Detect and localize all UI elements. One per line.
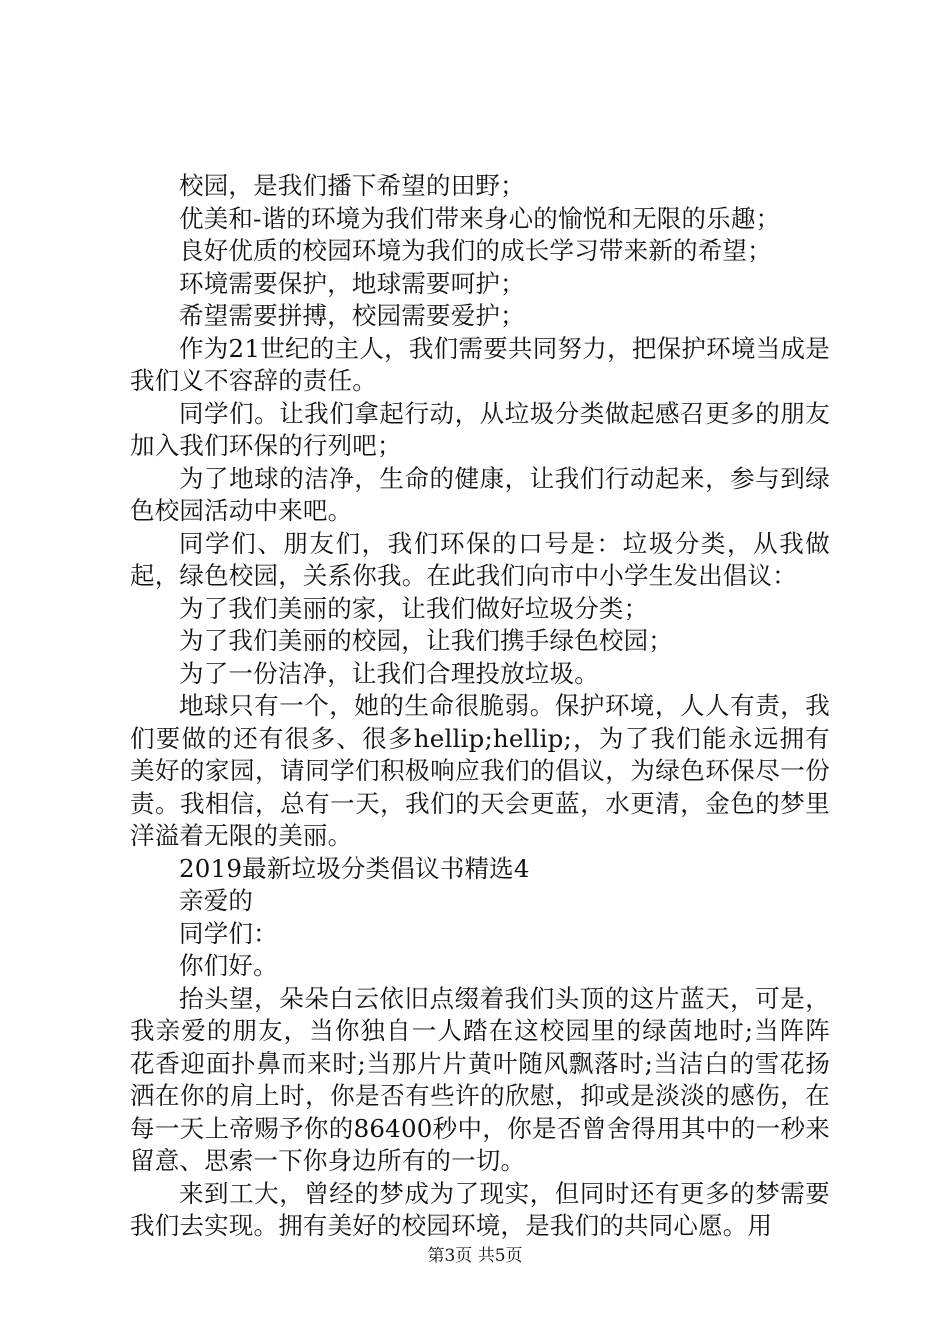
paragraph: 作为21世纪的主人，我们需要共同努力，把保护环境当成是我们义不容辞的责任。 [130,333,830,395]
salutation: 亲爱的 [179,886,254,915]
document-body [130,170,830,1243]
section-heading: 2019最新垃圾分类倡议书精选4 [179,853,530,883]
paragraph: 校园，是我们播下希望的田野； [179,171,525,200]
paragraph: 优美和-谐的环境为我们带来身心的愉悦和无限的乐趣； [179,203,781,233]
paragraph: 同学们。让我们拿起行动，从垃圾分类做起感召更多的朋友加入我们环保的行列吧； [130,398,830,460]
paragraph: 为了一份洁净，让我们合理投放垃圾。 [179,658,599,688]
page-number: 第3页 共5页 [427,1246,523,1266]
greeting: 你们好。 [179,951,278,980]
paragraph: 抬头望，朵朵白云依旧点缀着我们头顶的这片蓝天，可是，我亲爱的朋友，当你独自一人踏在这校园里的绿茵地时;当阵阵花香迎面扑鼻而来时;当那片片黄叶随风飘落时;当洁白的雪花扬洒在你的肩上时，你是否有些许的欣慰，抑或是淡淡的感伤，在每一天上帝赐予你的86400秒中，你是否曾舍得用其中的一秒来留意、思索一下你身边所有的一切。 [130,983,830,1175]
salutation: 同学们： [179,918,278,948]
page-footer [0,1246,950,1266]
paragraph: 良好优质的校园环境为我们的成长学习带来新的希望； [179,236,772,265]
paragraph: 环境需要保护，地球需要呵护； [179,268,525,298]
paragraph: 为了地球的洁净，生命的健康，让我们行动起来，参与到绿色校园活动中来吧。 [130,463,830,525]
paragraph: 来到工大，曾经的梦成为了现实，但同时还有更多的梦需要我们去实现。拥有美好的校园环境，是我们的共同心愿。用 [130,1178,830,1240]
paragraph: 希望需要拼搏，校园需要爱护； [179,301,525,330]
paragraph: 同学们、朋友们，我们环保的口号是：垃圾分类，从我做起，绿色校园，关系你我。在此我们向市中小学生发出倡议： [130,528,830,590]
paragraph: 地球只有一个，她的生命很脆弱。保护环境，人人有责，我们要做的还有很多、很多hellip;hellip;，为了我们能永远拥有美好的家园，请同学们积极响应我们的倡议，为绿色环保尽一份责。我相信，总有一天，我们的天会更蓝，水更清，金色的梦里洋溢着无限的美丽。 [130,691,830,850]
paragraph: 为了我们美丽的家，让我们做好垃圾分类； [179,593,649,623]
paragraph: 为了我们美丽的校园，让我们携手绿色校园； [179,626,673,655]
